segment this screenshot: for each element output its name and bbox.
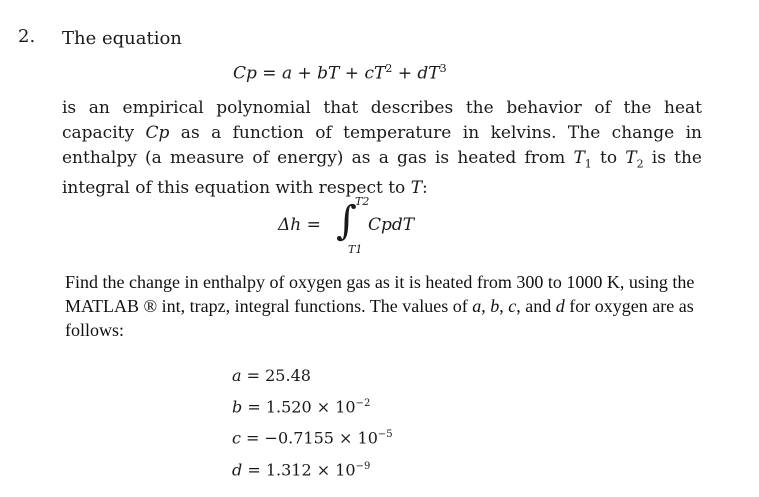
eq-lhs: Cp <box>233 63 257 84</box>
integral-lhs: Δh = <box>278 215 321 235</box>
value-text: = 25.48 <box>241 366 311 385</box>
task-sep2: , <box>499 296 509 316</box>
para-cp: Cp <box>145 123 170 143</box>
heat-capacity-equation: Cp = a + bT + $cT^2 + dT^3$ <box>233 62 447 84</box>
integral-sign-icon: ∫ <box>336 198 357 244</box>
para-t2-sub: 2 <box>636 157 644 171</box>
value-text: = 1.520 × 10 <box>242 397 356 417</box>
para-t2: T <box>625 148 637 168</box>
description-paragraph <box>62 96 702 201</box>
intro-text: The equation <box>62 28 182 49</box>
value-text: = −0.7155 × 10 <box>240 428 378 448</box>
task-a: a <box>472 296 482 316</box>
eq-term-b: bT <box>317 63 340 84</box>
integral-lower-limit: T1 <box>348 243 363 256</box>
eq-term-a: a <box>281 63 293 84</box>
task-c: c <box>508 296 517 316</box>
problem-number: 2. <box>18 26 36 47</box>
task-d: d <box>555 296 565 316</box>
eq-exp-2: 2 <box>385 62 393 75</box>
eq-term-c: cT <box>364 63 386 84</box>
para-line1: is an empirical polynomial that describes the behavior of the heat capacity <box>62 98 702 143</box>
value-row-a <box>232 362 393 390</box>
value-text: = 1.312 × 10 <box>242 459 356 479</box>
task-text3: for oxygen are as follows: <box>65 296 694 340</box>
para-colon: : <box>422 178 428 199</box>
value-row-b <box>232 390 393 421</box>
value-row-d <box>232 453 393 484</box>
eq-exp-3: 3 <box>439 62 447 75</box>
para-t1-sub: 1 <box>584 157 592 171</box>
para-to: to <box>591 148 626 168</box>
integral-upper-limit: T2 <box>355 195 370 208</box>
value-exp: −9 <box>355 460 371 472</box>
value-exp: −2 <box>355 398 371 409</box>
para-line2: as a function of temperature in kelvins. The change in enthalpy (a measure of energy) as a gas is heated from <box>62 123 702 168</box>
integrand: CpdT <box>368 215 415 235</box>
para-t: T <box>410 178 423 199</box>
value-var: b <box>232 397 243 417</box>
value-var: a <box>232 366 242 385</box>
task-text2: , and <box>516 296 556 316</box>
value-var: d <box>232 459 243 479</box>
value-row-c <box>232 421 393 452</box>
value-var: c <box>232 428 241 448</box>
task-statement <box>65 270 725 342</box>
coefficient-values <box>232 362 393 484</box>
task-b: b <box>490 296 500 316</box>
task-text1: Find the change in enthalpy of oxygen gas as it is heated from 300 to 1000 K, using the MATLAB ® int, trapz, integral functions. The values of <box>65 272 695 316</box>
eq-term-d: dT <box>417 63 440 84</box>
task-sep1: , <box>481 296 491 316</box>
value-exp: −5 <box>377 429 393 441</box>
para-t1: T <box>573 148 585 168</box>
para-line3: is the integral of this equation with respect to <box>62 148 702 199</box>
